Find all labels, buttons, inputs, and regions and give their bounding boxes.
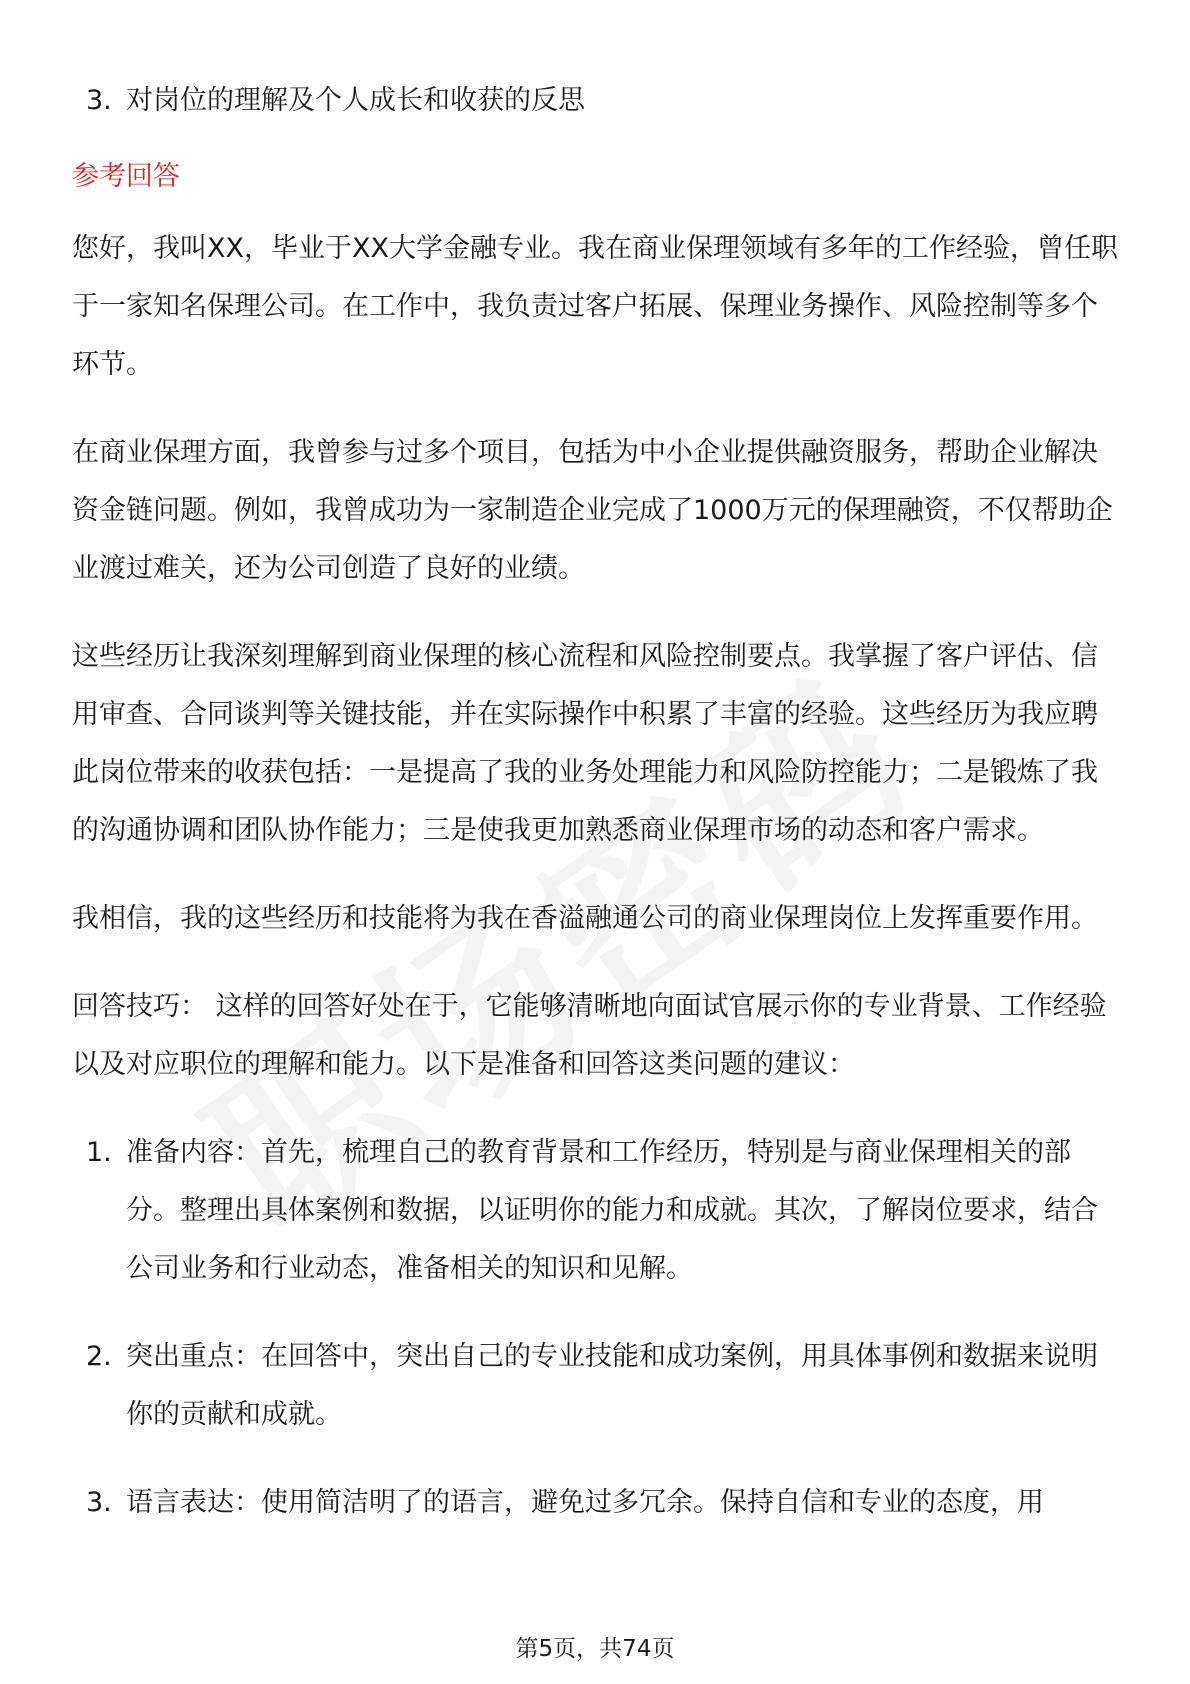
list-text: 语言表达：使用简洁明了的语言，避免过多冗余。保持自信和专业的态度，用 <box>126 1487 1044 1518</box>
paragraph-skills: 这些经历让我深刻理解到商业保理的核心流程和风险控制要点。我掌握了客户评估、信用审查、合同谈判等关键技能，并在实际操作中积累了丰富的经验。这些经历为我应聘此岗位带来的收获包括：一是提高了我的业务处理能力和风险防控能力；二是锻炼了我的沟通协调和团队协作能力；三是使我更加熟悉商业保理市场的动态和客户需求。 <box>72 641 1098 846</box>
list-number: 3. <box>86 1487 112 1518</box>
reference-answer-heading: 参考回答 <box>72 161 180 192</box>
tips-list <box>72 1124 1122 1532</box>
paragraph-intro: 您好，我叫XX，毕业于XX大学金融专业。我在商业保理领域有多年的工作经验，曾任职于一家知名保理公司。在工作中，我负责过客户拓展、保理业务操作、风险控制等多个环节。 <box>72 233 1118 380</box>
page-content <box>72 72 1122 1562</box>
list-number: 2. <box>86 1341 112 1372</box>
tip-item <box>72 1328 1122 1444</box>
tip-item <box>72 1124 1122 1298</box>
paragraph-experience: 在商业保理方面，我曾参与过多个项目，包括为中小企业提供融资服务，帮助企业解决资金链问题。例如，我曾成功为一家制造企业完成了1000万元的保理融资，不仅帮助企业渡过难关，还为公司创造了良好的业绩。 <box>72 437 1113 584</box>
list-number: 3. <box>86 85 112 116</box>
list-number: 1. <box>86 1137 112 1168</box>
paragraph-belief: 我相信，我的这些经历和技能将为我在香溢融通公司的商业保理岗位上发挥重要作用。 <box>72 903 1098 934</box>
list-text: 突出重点：在回答中，突出自己的专业技能和成功案例，用具体事例和数据来说明你的贡献和成就。 <box>126 1341 1098 1430</box>
list-text: 准备内容：首先，梳理自己的教育背景和工作经历，特别是与商业保理相关的部分。整理出具体案例和数据，以证明你的能力和成就。其次，了解岗位要求，结合公司业务和行业动态，准备相关的知识和见解。 <box>126 1137 1098 1284</box>
page-footer: 第5页，共74页 <box>515 1636 675 1662</box>
list-text: 对岗位的理解及个人成长和收获的反思 <box>126 85 585 116</box>
paragraph-tips-intro: 回答技巧： 这样的回答好处在于，它能够清晰地向面试官展示你的专业背景、工作经验以及对应职位的理解和能力。以下是准备和回答这类问题的建议： <box>72 991 1107 1080</box>
tip-item <box>72 1474 1122 1532</box>
list-item-top <box>72 72 1122 130</box>
